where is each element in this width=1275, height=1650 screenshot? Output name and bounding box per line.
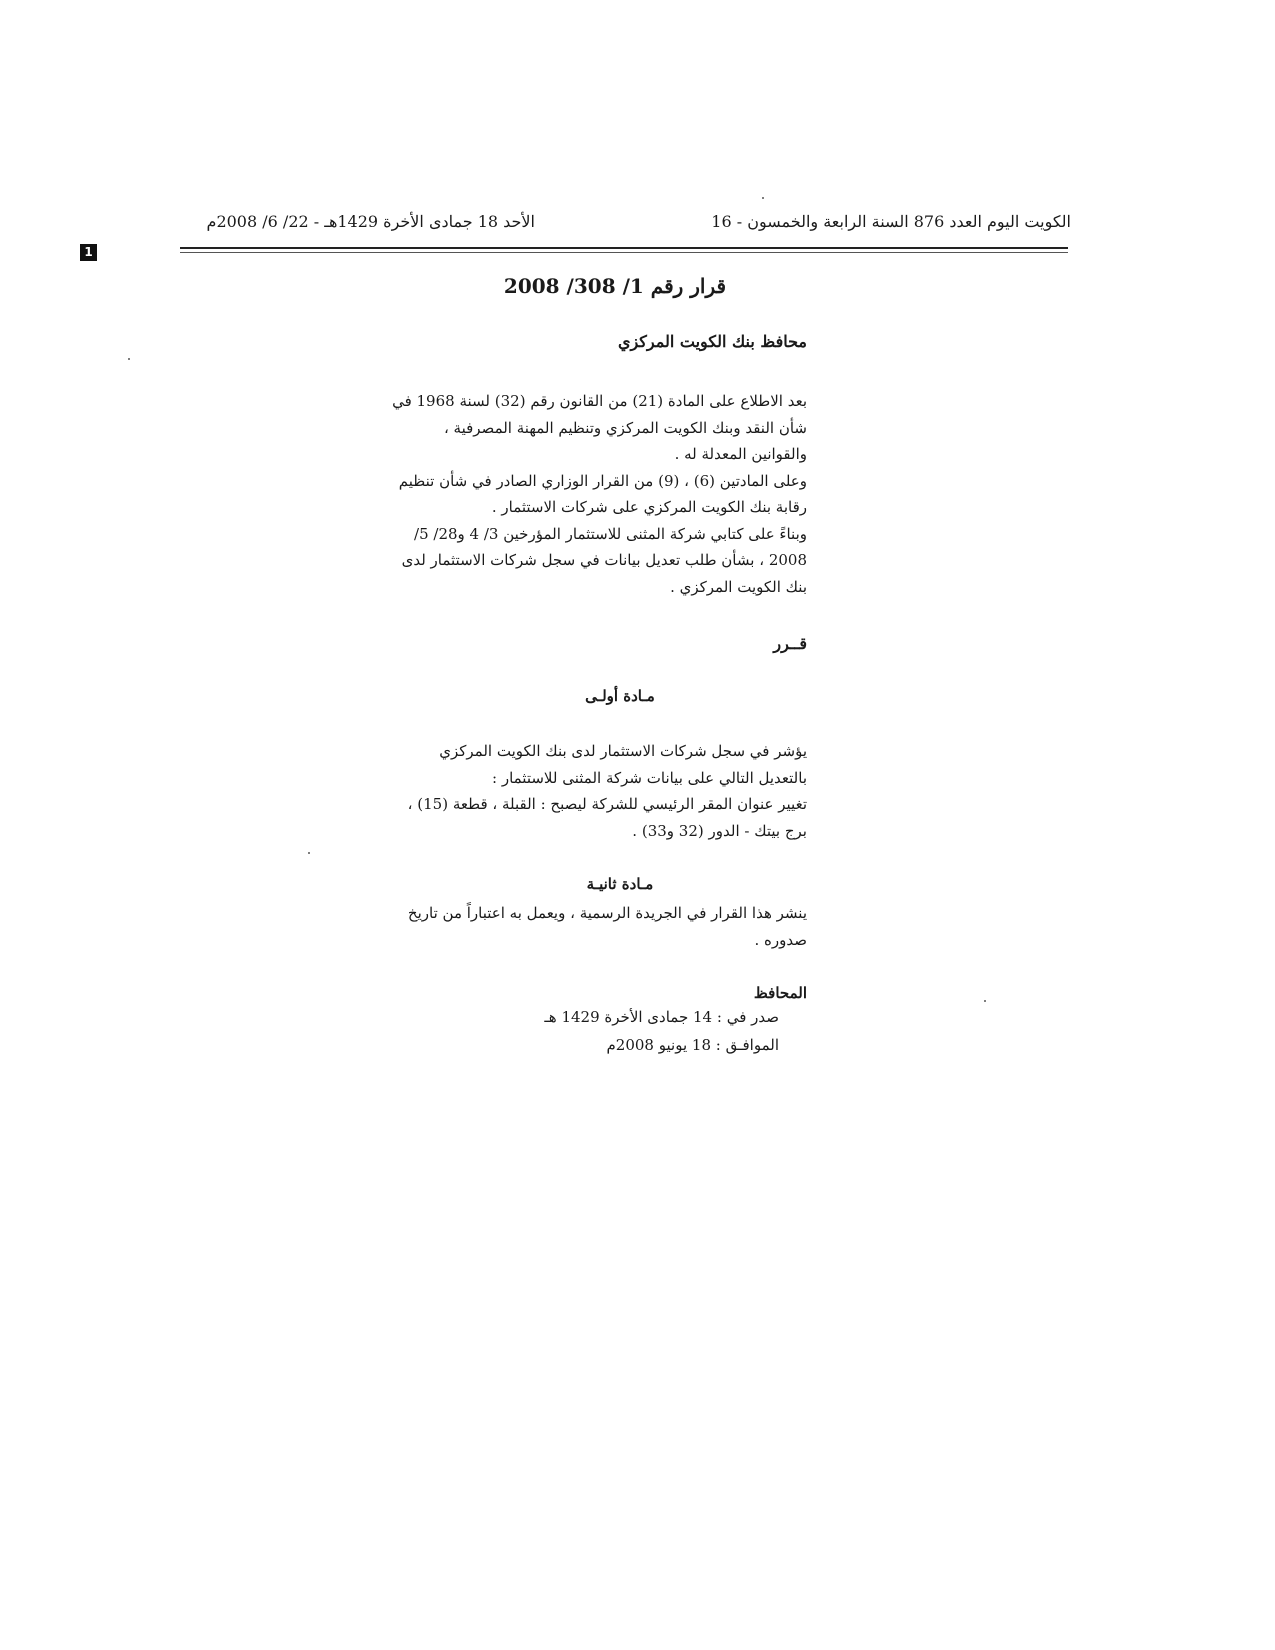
issue-date-block: [544, 1003, 779, 1059]
corresponding-label: الموافـق: [725, 1036, 779, 1054]
decision-title: قرار رقم 1/ 308/ 2008: [503, 274, 727, 298]
preamble-paragraph: وبناءً على كتابي شركة المثنى للاستثمار المؤرخين 3/ 4 و28/ 5/ 2008 ، بشأن طلب تعديل بيانات في سجل شركات الاستثمار لدى بنك الكويت المركزي .: [401, 524, 807, 596]
header-rule: [180, 247, 1068, 249]
preamble-paragraph: بعد الاطلاع على المادة (21) من القانون رقم (32) لسنة 1968 في شأن النقد وبنك الكويت المركزي وتنظيم المهنة المصرفية ، والقوانين المعدلة له .: [392, 392, 807, 463]
page-badge: 1: [80, 244, 97, 261]
issued-value: 14 جمادى الأخرة 1429 هـ: [544, 1008, 713, 1026]
scan-speck: [762, 197, 764, 199]
preamble: [387, 388, 807, 600]
corresponding-row: الموافـق : 18 يونيو 2008م: [606, 1036, 779, 1054]
scan-speck: [128, 358, 130, 360]
article-paragraph: تغيير عنوان المقر الرئيسي للشركة ليصبح : القبلة ، قطعة (15) ، برج بيتك - الدور (32 و33) .: [407, 795, 807, 840]
scan-speck: [308, 852, 310, 854]
article-paragraph: يؤشر في سجل شركات الاستثمار لدى بنك الكويت المركزي بالتعديل التالي على بيانات شركة المثنى للاستثمار :: [439, 742, 807, 787]
issuer-heading: محافظ بنك الكويت المركزي: [617, 332, 807, 351]
issued-row: صدر في : 14 جمادى الأخرة 1429 هـ: [544, 1008, 779, 1026]
article-two-body: [387, 900, 807, 953]
header-rule-thin: [180, 252, 1068, 253]
decided-heading: قــرر: [773, 634, 807, 653]
preamble-paragraph: وعلى المادتين (6) ، (9) من القرار الوزاري الصادر في شأن تنظيم رقابة بنك الكويت المركزي على شركات الاستثمار .: [398, 471, 807, 516]
article-one-body: [387, 738, 807, 844]
signatory: المحافظ: [753, 984, 807, 1002]
gazette-header-issue: الكويت اليوم العدد 876 السنة الرابعة والخمسون - 16: [711, 212, 1071, 231]
gazette-header-date: الأحد 18 جمادى الأخرة 1429هـ - 22/ 6/ 2008م: [206, 212, 535, 231]
scan-speck: [984, 1000, 986, 1002]
article-paragraph: ينشر هذا القرار في الجريدة الرسمية ، ويعمل به اعتباراً من تاريخ صدوره .: [407, 904, 807, 949]
corresponding-value: 18 يونيو 2008م: [606, 1036, 711, 1054]
article-two-title: مـادة ثانيـة: [586, 875, 654, 893]
issued-label: صدر في: [726, 1008, 779, 1026]
article-one-title: مـادة أولـى: [585, 687, 655, 705]
